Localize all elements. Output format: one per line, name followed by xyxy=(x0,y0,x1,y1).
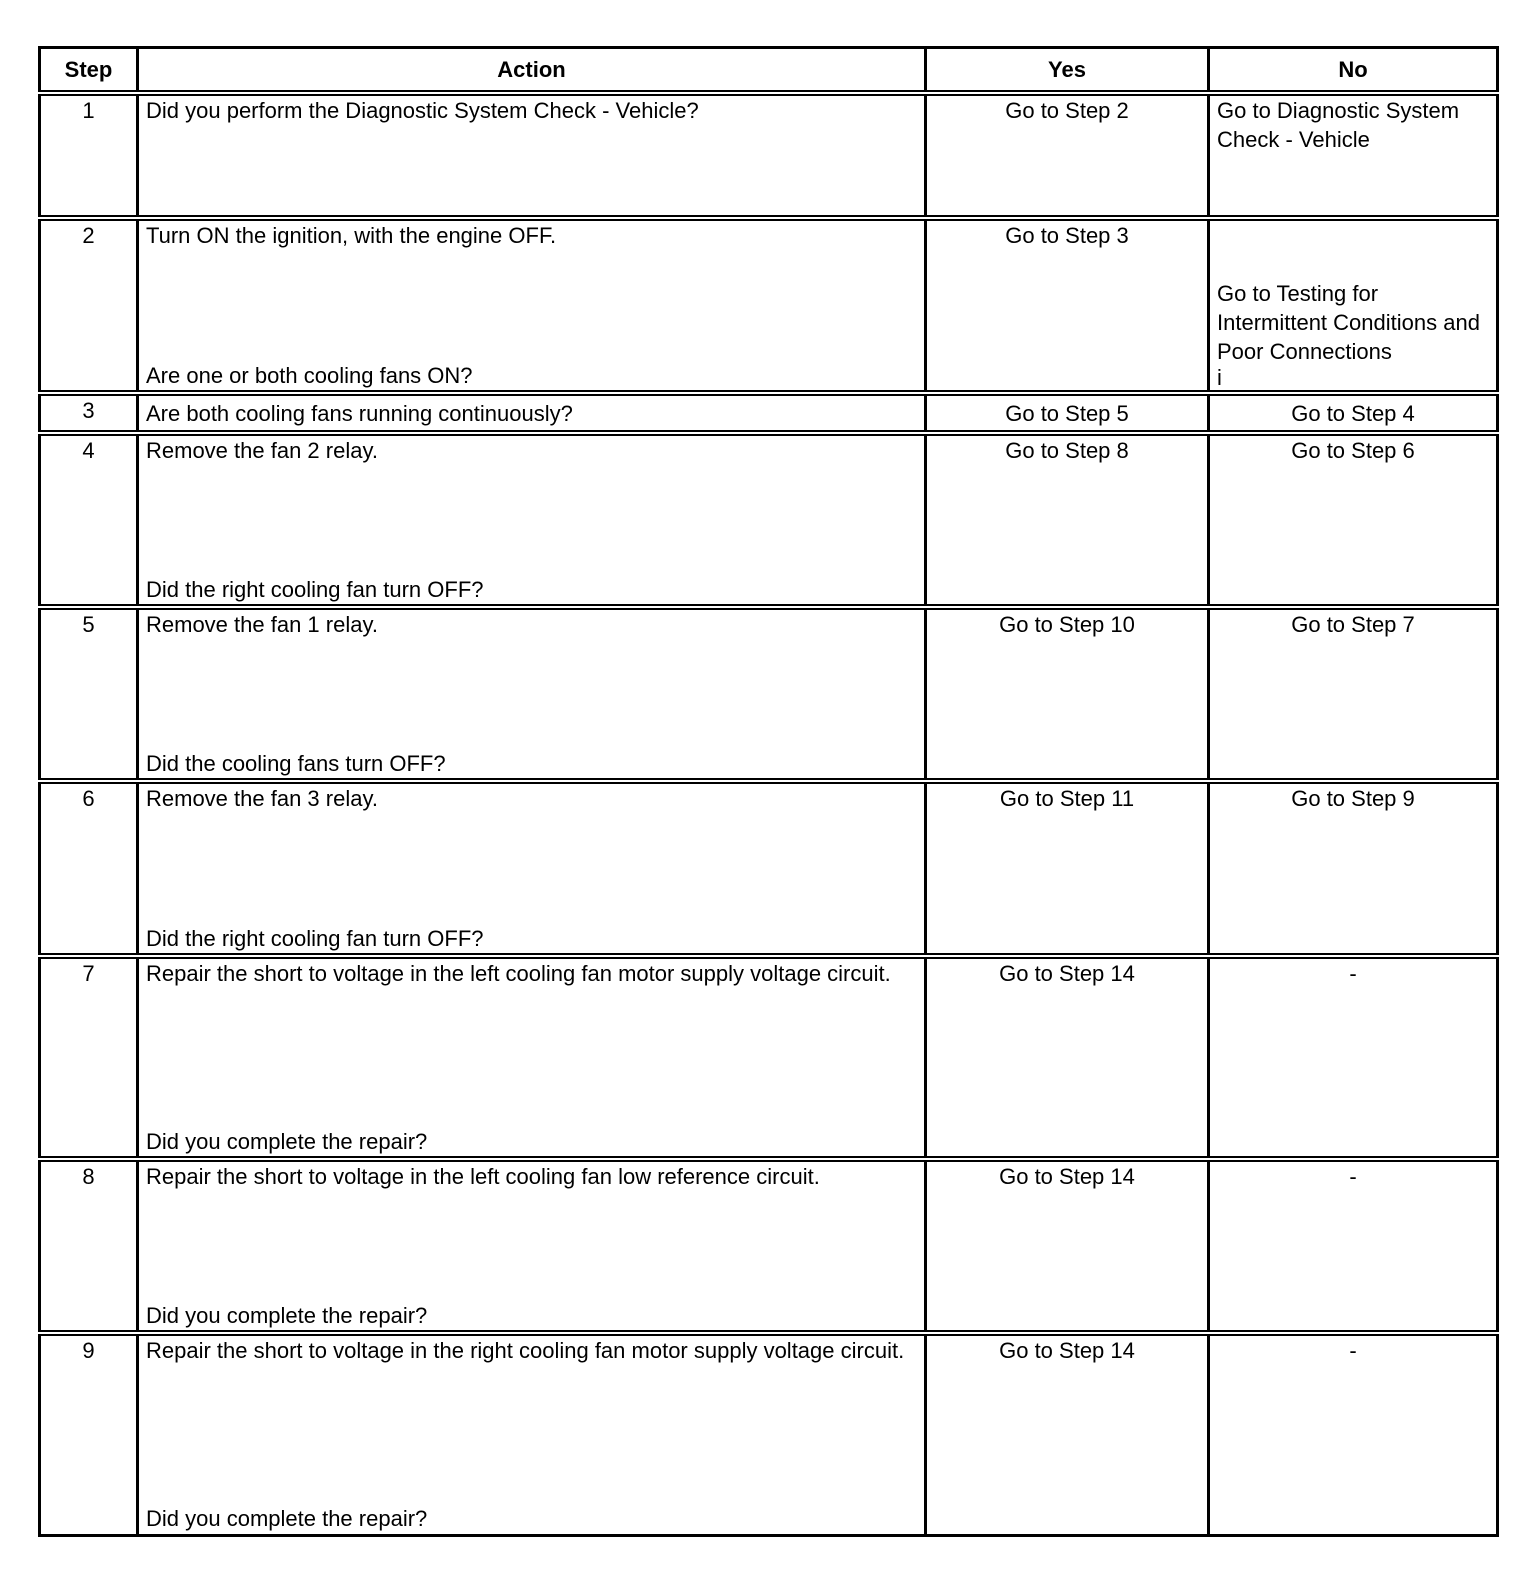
no-cell: Go to Step 7 xyxy=(1209,607,1498,781)
action-text: Turn ON the ignition, with the engine OFF. xyxy=(146,223,557,248)
table-row xyxy=(40,433,1498,607)
yes-cell: Go to Step 3 xyxy=(926,218,1209,393)
step-number: 9 xyxy=(40,1333,138,1535)
yes-cell: Go to Step 10 xyxy=(926,607,1209,781)
action-cell xyxy=(138,781,926,956)
table-row xyxy=(40,607,1498,781)
no-cell: Go to Step 6 xyxy=(1209,433,1498,607)
step-number: 3 xyxy=(40,393,138,433)
action-question: Did the right cooling fan turn OFF? xyxy=(146,577,484,602)
action-text: Repair the short to voltage in the left cooling fan low reference circuit. xyxy=(146,1164,820,1189)
step-number: 1 xyxy=(40,93,138,218)
action-question: Did you complete the repair? xyxy=(146,1129,428,1154)
header-no: No xyxy=(1209,48,1498,94)
action-question: Did you complete the repair? xyxy=(146,1506,428,1531)
yes-cell: Go to Step 14 xyxy=(926,1333,1209,1535)
yes-cell: Go to Step 2 xyxy=(926,93,1209,218)
action-text: Repair the short to voltage in the right cooling fan motor supply voltage circuit. xyxy=(146,1338,905,1363)
step-number: 4 xyxy=(40,433,138,607)
action-cell xyxy=(138,956,926,1159)
action-question: Did you complete the repair? xyxy=(146,1303,428,1328)
action-text: Repair the short to voltage in the left cooling fan motor supply voltage circuit. xyxy=(146,961,891,986)
no-cell: Go to Diagnostic System Check - Vehicle xyxy=(1209,93,1498,218)
step-number: 8 xyxy=(40,1159,138,1333)
yes-cell: Go to Step 11 xyxy=(926,781,1209,956)
action-cell xyxy=(138,218,926,393)
header-action: Action xyxy=(138,48,926,94)
header-step: Step xyxy=(40,48,138,94)
no-cell: Go to Step 4 xyxy=(1209,393,1498,433)
action-text: Did you perform the Diagnostic System Check - Vehicle? xyxy=(146,98,699,123)
diagnostic-table xyxy=(38,46,1499,1537)
no-cell-extra: i xyxy=(1217,365,1222,390)
no-cell xyxy=(1209,218,1498,393)
action-text: Remove the fan 1 relay. xyxy=(146,612,378,637)
yes-cell: Go to Step 5 xyxy=(926,393,1209,433)
action-cell xyxy=(138,433,926,607)
no-cell: - xyxy=(1209,956,1498,1159)
header-yes: Yes xyxy=(926,48,1209,94)
table-row xyxy=(40,393,1498,433)
table-row xyxy=(40,1159,1498,1333)
step-number: 7 xyxy=(40,956,138,1159)
action-text: Remove the fan 3 relay. xyxy=(146,786,378,811)
action-question: Are one or both cooling fans ON? xyxy=(146,363,473,388)
action-cell xyxy=(138,607,926,781)
table-row xyxy=(40,1333,1498,1535)
header-row xyxy=(40,48,1498,94)
action-cell xyxy=(138,1159,926,1333)
table-row xyxy=(40,781,1498,956)
action-cell xyxy=(138,93,926,218)
yes-cell: Go to Step 14 xyxy=(926,1159,1209,1333)
no-cell-text: Go to Testing for Intermittent Conditions and Poor Connections xyxy=(1217,281,1480,364)
table-row xyxy=(40,93,1498,218)
table-row xyxy=(40,956,1498,1159)
no-cell: Go to Step 9 xyxy=(1209,781,1498,956)
action-cell xyxy=(138,393,926,433)
step-number: 5 xyxy=(40,607,138,781)
step-number: 6 xyxy=(40,781,138,956)
yes-cell: Go to Step 14 xyxy=(926,956,1209,1159)
no-cell: - xyxy=(1209,1333,1498,1535)
yes-cell: Go to Step 8 xyxy=(926,433,1209,607)
action-question: Did the cooling fans turn OFF? xyxy=(146,751,446,776)
table-row xyxy=(40,218,1498,393)
step-number: 2 xyxy=(40,218,138,393)
action-text: Are both cooling fans running continuously? xyxy=(146,400,573,426)
action-question: Did the right cooling fan turn OFF? xyxy=(146,926,484,951)
action-text: Remove the fan 2 relay. xyxy=(146,438,378,463)
action-cell xyxy=(138,1333,926,1535)
no-cell: - xyxy=(1209,1159,1498,1333)
